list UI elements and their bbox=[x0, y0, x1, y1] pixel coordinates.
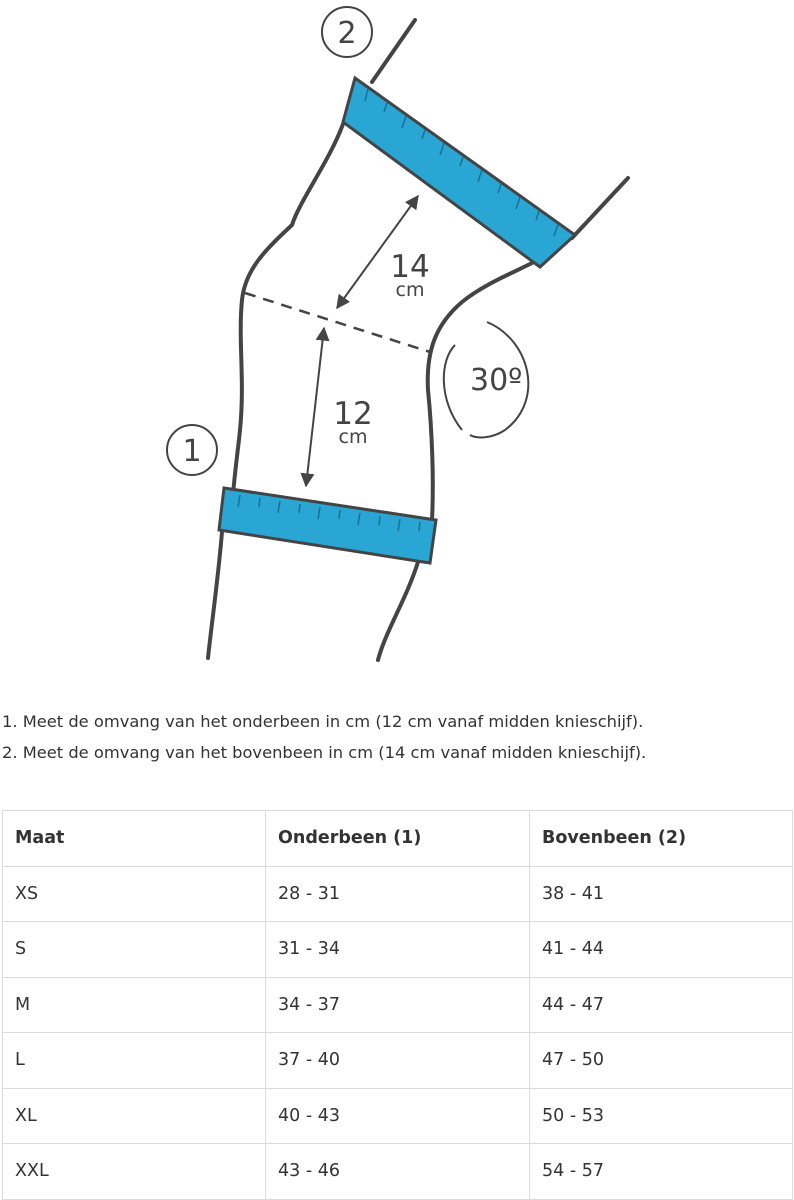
size-cell: M bbox=[3, 977, 266, 1033]
table-row bbox=[3, 922, 793, 978]
size-cell: S bbox=[3, 922, 266, 978]
table-row bbox=[3, 977, 793, 1033]
size-cell: XL bbox=[3, 1088, 266, 1144]
table-row bbox=[3, 1088, 793, 1144]
header-size: Maat bbox=[3, 811, 266, 867]
size-chart-table bbox=[2, 810, 793, 1200]
distance-lower-value: 12 bbox=[333, 396, 373, 432]
size-cell: L bbox=[3, 1033, 266, 1089]
size-cell: XXL bbox=[3, 1144, 266, 1200]
upper-leg-cell: 44 - 47 bbox=[530, 977, 793, 1033]
angle-label: 30º bbox=[470, 363, 523, 398]
table-header-row bbox=[3, 811, 793, 867]
lower-leg-cell: 43 - 46 bbox=[266, 1144, 530, 1200]
distance-arrow-lower-icon bbox=[306, 328, 324, 486]
instruction-upper-leg: 2. Meet de omvang van het bovenbeen in cm (14 cm vanaf midden knieschijf). bbox=[2, 743, 647, 762]
marker-lower-label: 1 bbox=[182, 434, 202, 469]
upper-leg-cell: 41 - 44 bbox=[530, 922, 793, 978]
size-cell: XS bbox=[3, 866, 266, 922]
measuring-tape-lower-icon bbox=[219, 488, 436, 563]
leg-outline-icon bbox=[208, 20, 628, 660]
lower-leg-cell: 34 - 37 bbox=[266, 977, 530, 1033]
upper-leg-cell: 38 - 41 bbox=[530, 866, 793, 922]
measurement-instructions bbox=[2, 706, 794, 768]
lower-leg-cell: 28 - 31 bbox=[266, 866, 530, 922]
upper-leg-cell: 54 - 57 bbox=[530, 1144, 793, 1200]
instruction-lower-leg: 1. Meet de omvang van het onderbeen in cm (12 cm vanaf midden knieschijf). bbox=[2, 712, 644, 731]
table-row bbox=[3, 1033, 793, 1089]
lower-leg-cell: 37 - 40 bbox=[266, 1033, 530, 1089]
distance-upper-unit: cm bbox=[395, 279, 425, 301]
marker-upper-badge bbox=[322, 7, 372, 57]
measuring-tape-upper-icon bbox=[343, 78, 575, 267]
marker-upper-label: 2 bbox=[337, 16, 357, 51]
lower-leg-cell: 40 - 43 bbox=[266, 1088, 530, 1144]
header-lower-leg: Onderbeen (1) bbox=[266, 811, 530, 867]
marker-lower-badge bbox=[167, 425, 217, 475]
table-row bbox=[3, 866, 793, 922]
upper-leg-cell: 47 - 50 bbox=[530, 1033, 793, 1089]
table-row bbox=[3, 1144, 793, 1200]
header-upper-leg: Bovenbeen (2) bbox=[530, 811, 793, 867]
upper-leg-cell: 50 - 53 bbox=[530, 1088, 793, 1144]
lower-leg-cell: 31 - 34 bbox=[266, 922, 530, 978]
knee-center-line bbox=[245, 293, 430, 352]
distance-lower-unit: cm bbox=[338, 426, 368, 448]
distance-upper-value: 14 bbox=[390, 249, 430, 285]
